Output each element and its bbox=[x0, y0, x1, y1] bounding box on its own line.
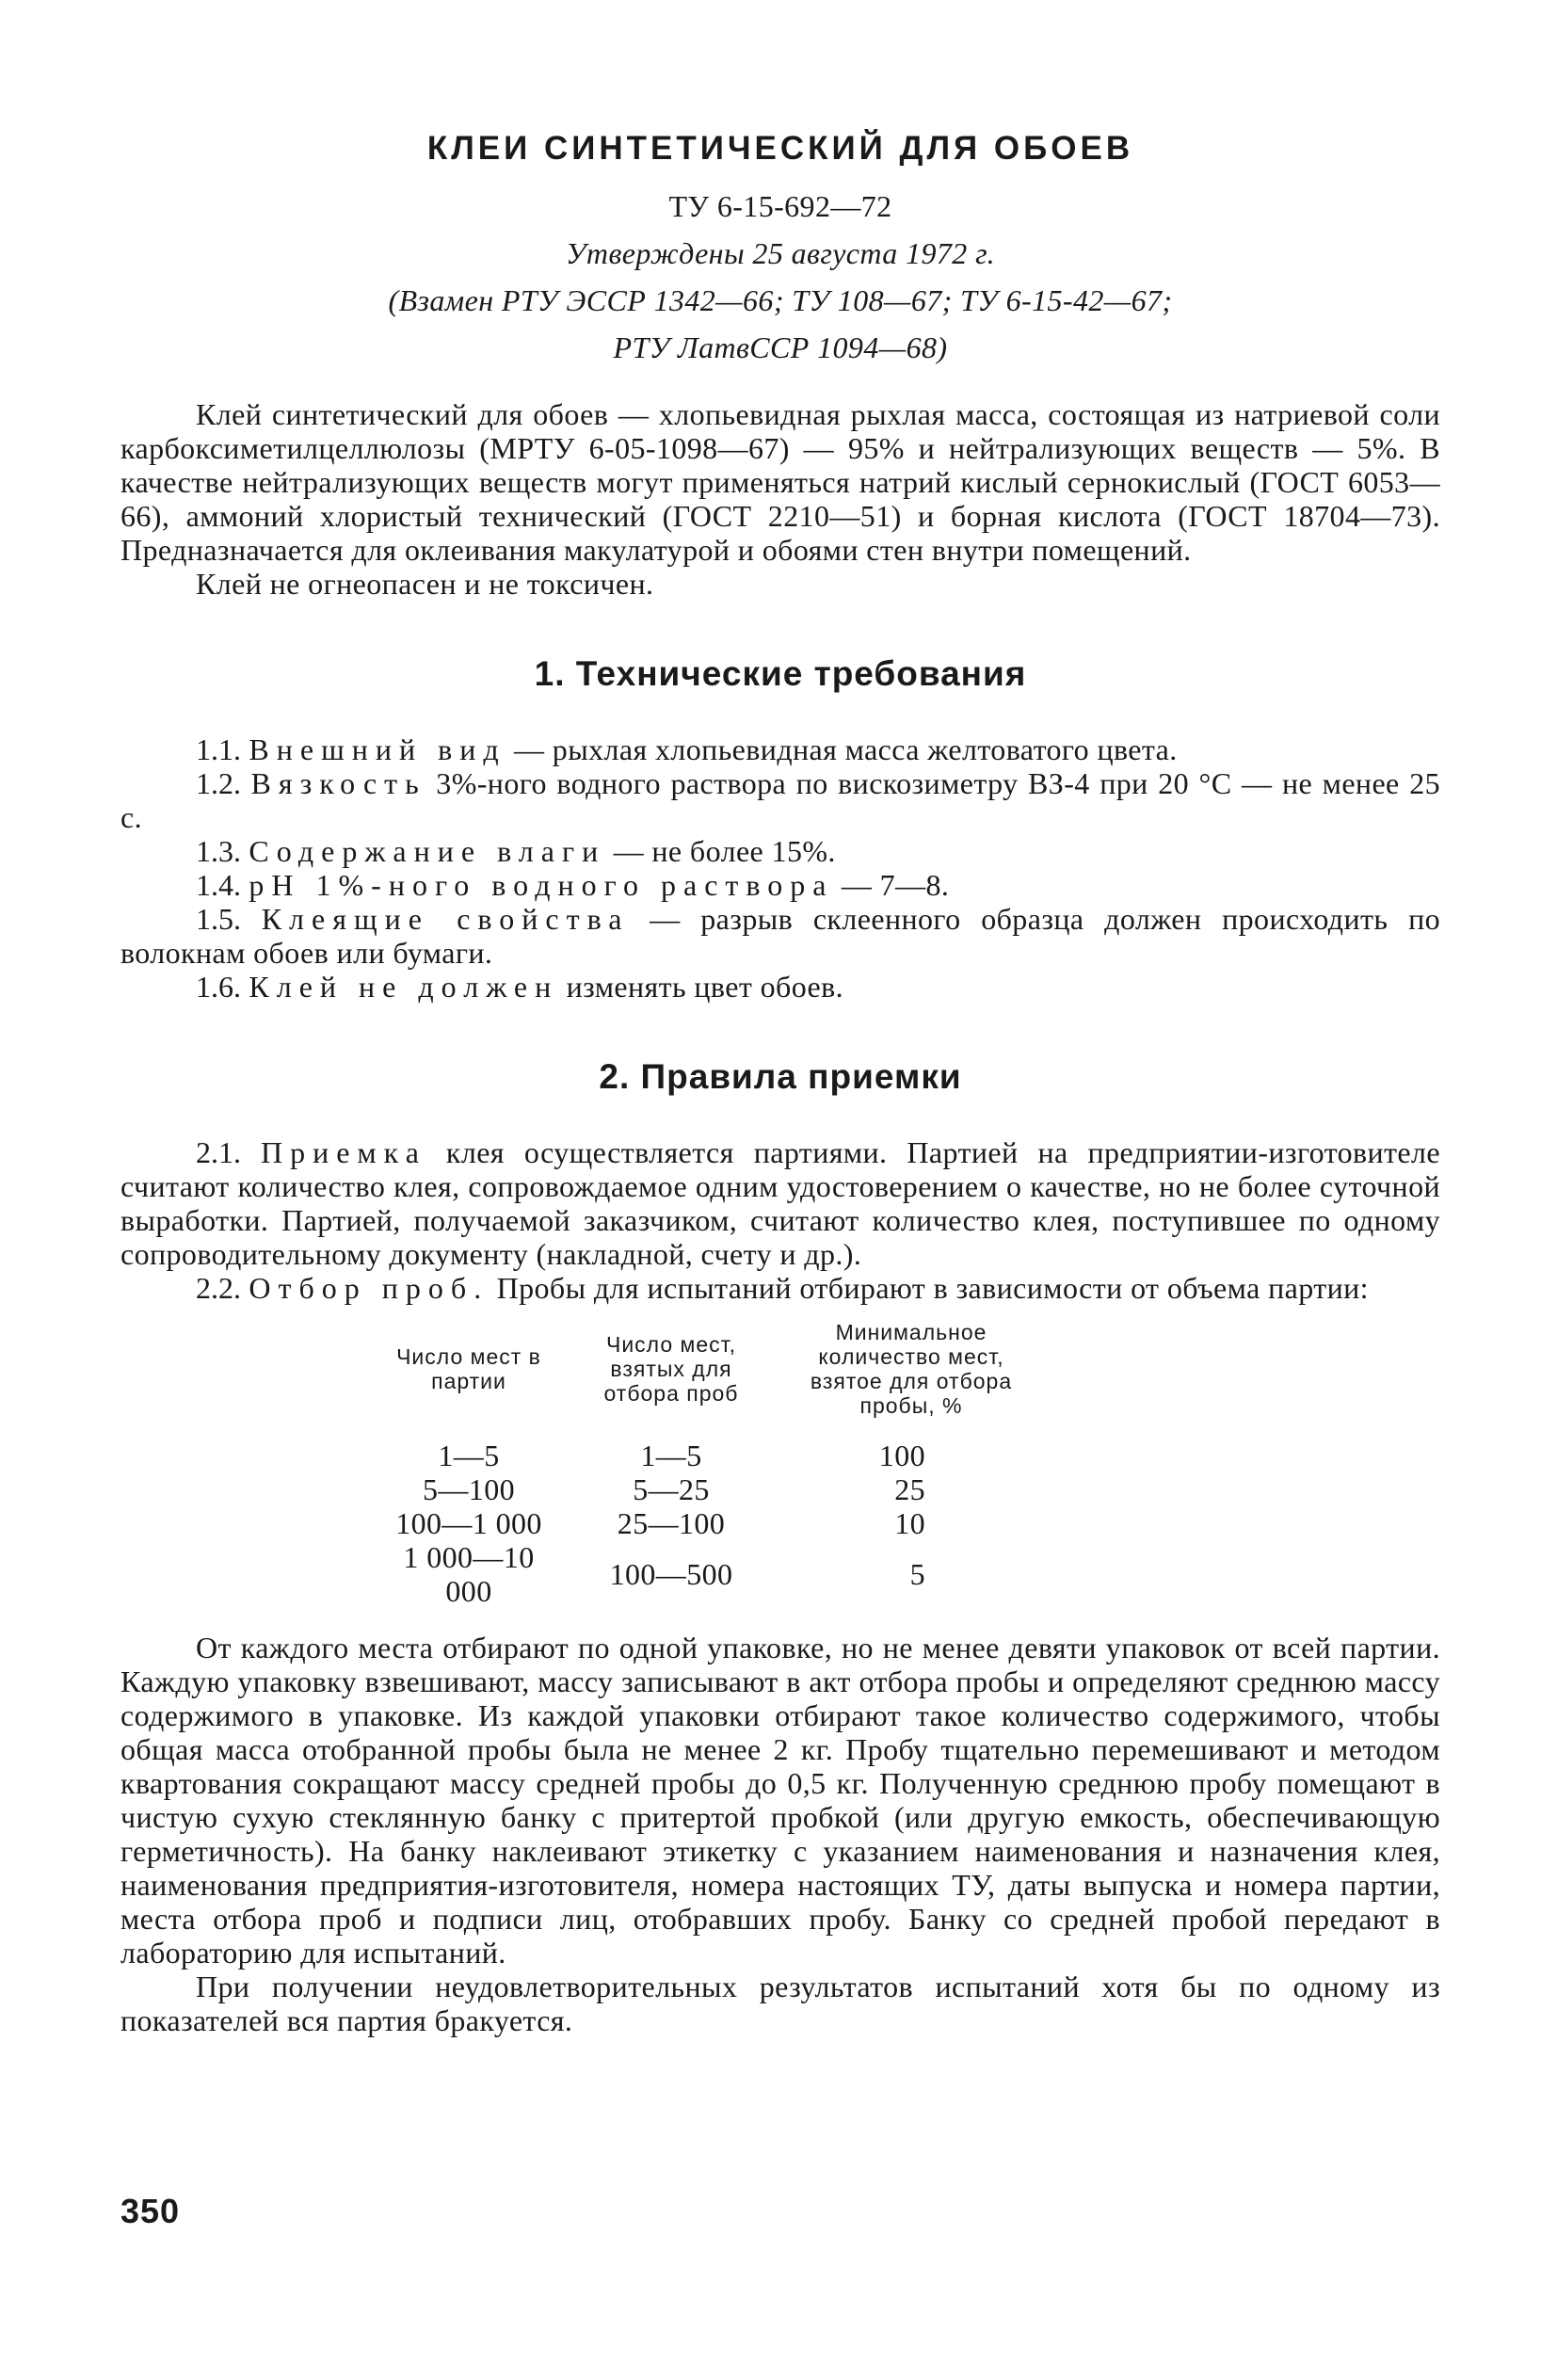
sampling-paragraph: 2.2. Отбор проб. Пробы для испытаний отбирают в зависимости от объема партии: bbox=[196, 1271, 1369, 1305]
table-header-row bbox=[370, 1320, 1048, 1439]
sampling-procedure-paragraph: От каждого места отбирают по одной упаковке, но не менее девяти упаковок от всей партии. Каждую упаковку взвешивают, массу записывают в акт отбора пробы и определяют среднюю массу содержимого в упаковке. Из каждой упаковки отбирают такое количество содержимого, чтобы общая масса отобранной пробы была не менее 2 кг. Пробу тщательно перемешивают и методом квартования сокращают массу средней пробы до 0,5 кг. Полученную среднюю пробу помещают в чистую сухую стеклянную банку с притертой пробкой (или другую емкость, обеспечивающую герметичность). На банку наклеивают этикетку с указанием наименования и назначения клея, наименования предприятия-изготовителя, номера настоящих ТУ, даты выпуска и номера партии, места отбора проб и подписи лиц, отобравших пробу. Банку со средней пробой передают в лабораторию для испытаний. bbox=[120, 1631, 1440, 1970]
section-1-heading: 1. Технические требования bbox=[534, 654, 1027, 693]
table-cell: 1 000—10 000 bbox=[403, 1540, 535, 1608]
acceptance-term: Приемка bbox=[260, 1135, 426, 1169]
acceptance-paragraph: 2.1. Приемка клея осуществляется партиями. Партией на предприятии-изготовителе считают количество клея, сопровождаемое одним удостоверением о качестве, но не более суточной выработки. Партией, получаемой заказчиком, считают количество клея, поступившее по одному сопроводительному документу (накладной, счету и др.). bbox=[120, 1135, 1441, 1271]
sampling-table-wrapper bbox=[120, 1320, 1440, 1608]
rejection-paragraph: При получении неудовлетворительных результатов испытаний хотя бы по одному из показателей вся партия бракуется. bbox=[120, 1970, 1440, 2037]
table-cell: 1—5 bbox=[640, 1439, 702, 1472]
table-cell: 100 bbox=[878, 1439, 925, 1472]
table-cell: 5 bbox=[909, 1557, 925, 1591]
table-cell: 100—500 bbox=[609, 1557, 733, 1591]
table-cell: 5—25 bbox=[633, 1472, 710, 1506]
page-number: 350 bbox=[120, 2192, 181, 2230]
sampling-table bbox=[370, 1320, 1048, 1608]
page-content bbox=[120, 132, 1440, 2037]
table-cell: 5—100 bbox=[423, 1472, 515, 1506]
table-cell: 10 bbox=[894, 1506, 925, 1540]
table-row bbox=[370, 1540, 1048, 1608]
table-header-cell: Число мест, взятых для отбора проб bbox=[603, 1332, 739, 1406]
approval-date: Утверждены 25 августа 1972 г. bbox=[566, 236, 995, 270]
requirement-item: 1.2. Вязкость 3%-ного водного раствора по вискозиметру ВЗ-4 при 20 °С — не менее 25 с. bbox=[120, 766, 1440, 834]
table-cell: 25—100 bbox=[617, 1506, 726, 1540]
requirement-term: Клеящие свойства bbox=[261, 902, 630, 936]
intro-safety-note: Клей не огнеопасен и не токсичен. bbox=[196, 567, 654, 601]
standard-number: ТУ 6-15-692—72 bbox=[668, 189, 892, 223]
intro-paragraph: Клей синтетический для обоев — хлопьевидная рыхлая масса, состоящая из натриевой соли карбоксиметилцеллюлозы (МРТУ 6-05-1098—67) — 95% и нейтрализующих веществ — 5%. В качестве нейтрализующих веществ могут применяться натрий кислый сернокислый (ГОСТ 6053—66), аммоний хлористый технический (ГОСТ 2210—51) и борная кислота (ГОСТ 18704—73). Предназначается для оклеивания макулатурой и обоями стен внутри помещений. bbox=[120, 397, 1440, 567]
requirement-term: pH 1%-ного водного раствора bbox=[249, 868, 834, 902]
table-row bbox=[370, 1472, 1048, 1506]
requirement-term: Внешний вид bbox=[249, 732, 506, 766]
table-row bbox=[370, 1439, 1048, 1472]
replaces-line-2: РТУ ЛатвССР 1094—68) bbox=[613, 330, 948, 364]
table-cell: 25 bbox=[894, 1472, 925, 1506]
requirement-item: 1.1. Внешний вид — рыхлая хлопьевидная масса желтоватого цвета. bbox=[196, 732, 1178, 766]
replaces-line-1: (Взамен РТУ ЭССР 1342—66; ТУ 108—67; ТУ 6-15-42—67; bbox=[388, 283, 1173, 317]
table-header-cell: Число мест в партии bbox=[396, 1344, 541, 1393]
requirement-term: Клей не должен bbox=[249, 970, 559, 1004]
requirement-term: Вязкость bbox=[250, 766, 426, 800]
document-title: КЛЕИ СИНТЕТИЧЕСКИЙ ДЛЯ ОБОЕВ bbox=[426, 130, 1134, 167]
sampling-term: Отбор проб. bbox=[249, 1271, 490, 1305]
requirement-term: Содержание влаги bbox=[249, 834, 606, 868]
table-cell: 1—5 bbox=[438, 1439, 500, 1472]
requirement-item: 1.4. pH 1%-ного водного раствора — 7—8. bbox=[196, 868, 950, 902]
requirement-item: 1.6. Клей не должен изменять цвет обоев. bbox=[196, 970, 844, 1004]
requirement-item: 1.5. Клеящие свойства — разрыв склеенного образца должен происходить по волокнам обоев или бумаги. bbox=[120, 902, 1441, 970]
requirement-item: 1.3. Содержание влаги — не более 15%. bbox=[196, 834, 836, 868]
table-row bbox=[370, 1506, 1048, 1540]
table-header-cell: Минимальное количество мест, взятое для отбора пробы, % bbox=[810, 1320, 1013, 1418]
table-cell: 100—1 000 bbox=[395, 1506, 542, 1540]
section-2-heading: 2. Правила приемки bbox=[599, 1057, 962, 1096]
